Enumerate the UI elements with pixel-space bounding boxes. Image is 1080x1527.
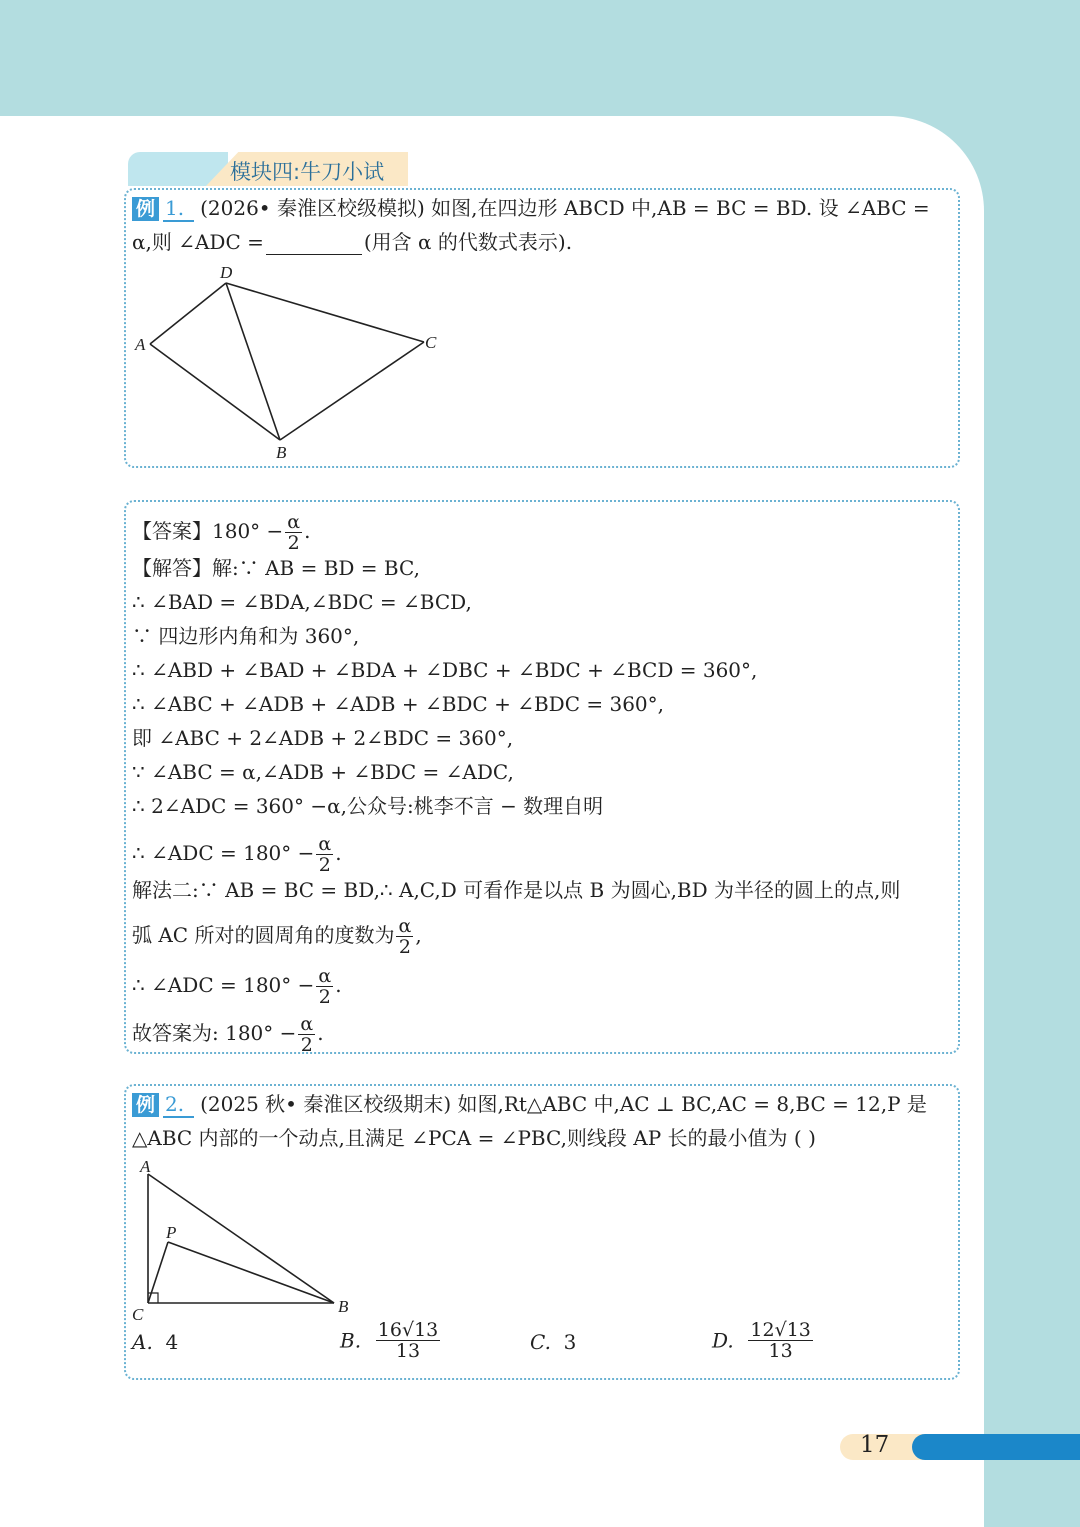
- option-letter: C.: [530, 1330, 551, 1354]
- option-d[interactable]: [712, 1320, 815, 1361]
- segment-PB: [168, 1242, 334, 1303]
- solution-box: [124, 500, 960, 1054]
- option-b[interactable]: [340, 1320, 442, 1361]
- period: .: [317, 1021, 324, 1045]
- answer-line: [132, 512, 311, 553]
- option-value: 3: [563, 1330, 577, 1354]
- edge-BA: [150, 344, 280, 440]
- label-D: D: [220, 263, 233, 282]
- label-C: C: [132, 1305, 144, 1324]
- final-fraction: [298, 1014, 315, 1055]
- answer-text: 【答案】180° −: [132, 519, 284, 543]
- fraction-denominator: 13: [768, 1340, 793, 1362]
- step-line: ∵ 四边形内角和为 360°,: [132, 624, 360, 648]
- example-number: 2.: [163, 1092, 194, 1118]
- edge-DB: [226, 283, 280, 440]
- triangle-figure: [130, 1158, 370, 1326]
- fraction-numerator: 12√13: [750, 1319, 811, 1341]
- example-number: 1.: [163, 196, 194, 222]
- quadrilateral-figure: [132, 262, 462, 462]
- option-letter: D.: [712, 1328, 734, 1353]
- step-line: ∵ ∠ABC = α,∠ADB + ∠BDC = ∠ADC,: [132, 760, 514, 784]
- conclusion-line-2: [132, 966, 342, 1007]
- fraction-numerator: α: [398, 915, 412, 937]
- example-2-line-2: △ABC 内部的一个动点,且满足 ∠PCA = ∠PBC,则线段 AP 长的最小值为 ( ): [132, 1126, 816, 1150]
- example-1-text-1: (2026• 秦淮区校级模拟) 如图,在四边形 ABCD 中,AB = BC = BD. 设 ∠ABC =: [200, 196, 930, 220]
- period: .: [335, 973, 342, 997]
- example-2-box: [124, 1084, 960, 1380]
- label-B: B: [338, 1297, 349, 1316]
- module-header: [128, 152, 408, 186]
- fraction-numerator: α: [318, 833, 332, 855]
- fraction-numerator: α: [287, 511, 301, 533]
- method-2-text: 弧 AC 所对的圆周角的度数为: [132, 923, 395, 947]
- fraction-denominator: 2: [300, 1034, 313, 1056]
- step-line: ∴ ∠BAD = ∠BDA,∠BDC = ∠BCD,: [132, 590, 472, 614]
- step-line: 【解答】解:∵ AB = BD = BC,: [132, 556, 420, 580]
- period: .: [335, 841, 342, 865]
- method-2-line-1: 解法二:∵ AB = BC = BD,∴ A,C,D 可看作是以点 B 为圆心,BD 为半径的圆上的点,则: [132, 878, 901, 902]
- conclusion-fraction: [316, 834, 333, 875]
- example-1-box: [124, 188, 960, 468]
- option-fraction: [748, 1320, 812, 1361]
- conclusion-text: ∴ ∠ADC = 180° −: [132, 841, 315, 865]
- example-badge: 例: [132, 197, 159, 221]
- fraction-denominator: 2: [398, 936, 411, 958]
- step-line: ∴ ∠ABC + ∠ADB + ∠ADB + ∠BDC + ∠BDC = 360°,: [132, 692, 665, 716]
- comma: ,: [415, 923, 422, 947]
- option-letter: A.: [132, 1330, 153, 1354]
- method-2-line-2: [132, 916, 422, 957]
- example-1-text-2a: α,则 ∠ADC =: [132, 230, 264, 254]
- label-P: P: [166, 1223, 177, 1242]
- fraction-denominator: 2: [318, 854, 331, 876]
- option-a[interactable]: [132, 1330, 178, 1354]
- fraction-denominator: 13: [395, 1340, 421, 1362]
- step-line: ∴ 2∠ADC = 360° −α,公众号:桃李不言 − 数理自明: [132, 794, 604, 818]
- fraction-denominator: 2: [287, 532, 300, 554]
- label-A: A: [140, 1158, 151, 1176]
- fraction-denominator: 2: [318, 986, 331, 1008]
- label-C: C: [425, 333, 437, 352]
- example-1-text-2b: (用含 α 的代数式表示).: [363, 230, 573, 254]
- option-fraction: [376, 1320, 440, 1361]
- conclusion-text: ∴ ∠ADC = 180° −: [132, 973, 315, 997]
- conclusion-line-1: [132, 834, 342, 875]
- label-B: B: [276, 443, 287, 462]
- fraction-numerator: α: [318, 965, 332, 987]
- option-value: 4: [165, 1330, 179, 1354]
- page-number: 17: [860, 1432, 890, 1458]
- method-2-fraction: [396, 916, 413, 957]
- step-line: 即 ∠ABC + 2∠ADB + 2∠BDC = 360°,: [132, 726, 514, 750]
- step-line: ∴ ∠ABD + ∠BAD + ∠BDA + ∠DBC + ∠BDC + ∠BCD = 360°,: [132, 658, 758, 682]
- option-letter: B.: [340, 1328, 362, 1353]
- edge-CB: [280, 342, 424, 440]
- page-footer: [840, 1434, 1080, 1460]
- example-1-line-1: [132, 195, 930, 221]
- page-footer-bar: [912, 1434, 1080, 1460]
- module-title: 模块四:牛刀小试: [230, 160, 385, 184]
- final-text: 故答案为: 180° −: [132, 1021, 297, 1045]
- answer-fraction: [285, 512, 302, 553]
- example-badge: 例: [132, 1093, 159, 1117]
- example-2-text-1: (2025 秋• 秦淮区校级期末) 如图,Rt△ABC 中,AC ⊥ BC,AC = 8,BC = 12,P 是: [200, 1092, 927, 1116]
- example-1-line-2: [132, 229, 572, 255]
- label-A: A: [135, 335, 146, 354]
- conclusion-fraction: [316, 966, 333, 1007]
- final-answer-line: [132, 1014, 324, 1055]
- fraction-numerator: α: [300, 1013, 314, 1035]
- example-2-line-1: [132, 1091, 927, 1117]
- answer-period: .: [304, 519, 311, 543]
- edge-AD: [150, 283, 226, 344]
- option-c[interactable]: [530, 1330, 576, 1354]
- fraction-numerator: 16√13: [377, 1319, 439, 1341]
- answer-blank: [266, 234, 362, 255]
- edge-DC: [226, 283, 424, 342]
